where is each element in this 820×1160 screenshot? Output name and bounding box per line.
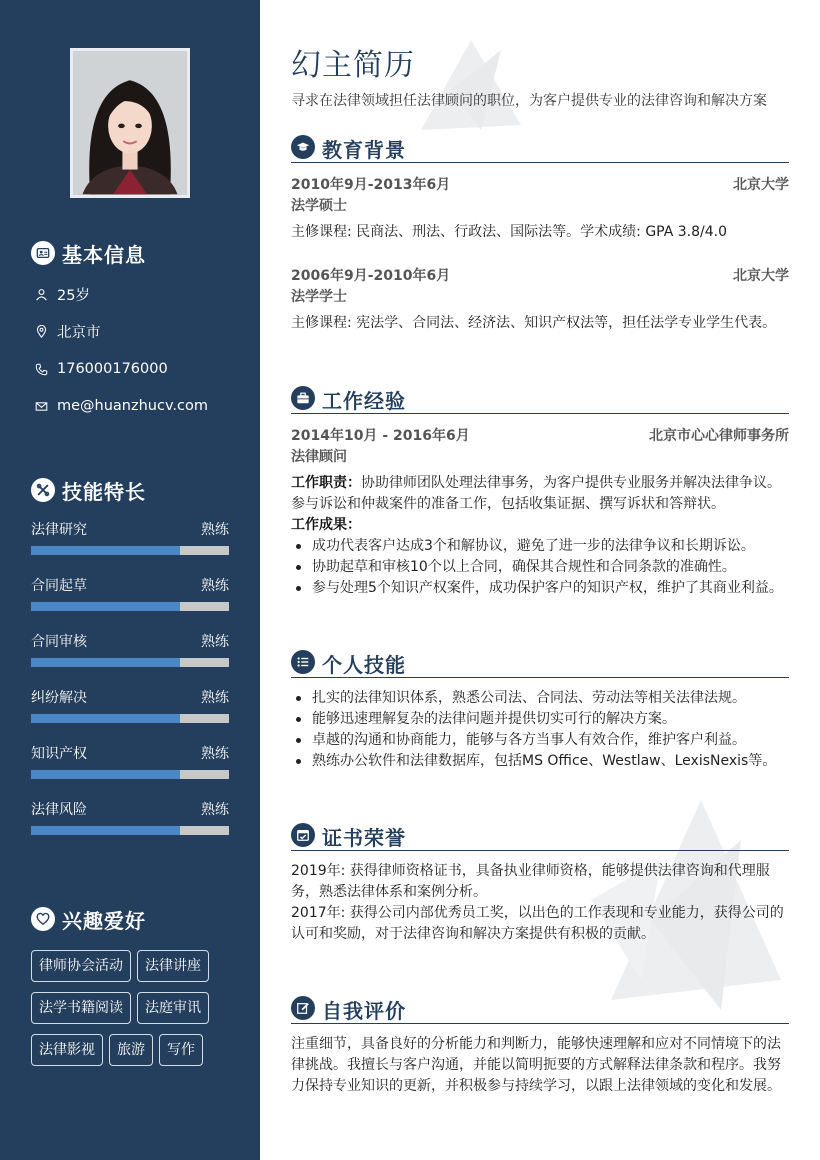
skill-progress-bar	[31, 714, 229, 723]
education-period: 2006年9月-2010年6月	[291, 268, 451, 284]
mail-icon	[35, 400, 48, 413]
education-school: 北京大学	[733, 177, 789, 193]
education-description: 主修课程: 宪法学、合同法、经济法、知识产权法等，担任法学专业学生代表。	[291, 315, 777, 331]
hobby-tag: 法庭审讯	[137, 992, 209, 1024]
phone-value: 176000176000	[57, 361, 168, 377]
skill-level: 熟练	[201, 522, 229, 538]
edit-icon	[291, 996, 315, 1020]
email-value: me@huanzhucv.com	[57, 398, 208, 414]
certificates-content	[291, 861, 789, 945]
list-item: 协助起草和审核10个以上合同，确保其合规性和合同条款的准确性。	[291, 557, 789, 578]
age-value: 25岁	[57, 287, 90, 304]
skill-progress-fill	[31, 826, 180, 835]
list-item: 扎实的法律知识体系，熟悉公司法、合同法、劳动法等相关法律法规。	[291, 688, 789, 709]
hobby-tag: 法学书籍阅读	[31, 992, 131, 1024]
heart-icon	[31, 907, 55, 931]
personal-skills-title: 个人技能	[322, 653, 406, 677]
skill-name: 纠纷解决	[31, 690, 87, 706]
education-degree: 法学硕士	[291, 198, 347, 214]
education-degree: 法学学士	[291, 289, 347, 305]
skill-progress-fill	[31, 546, 180, 555]
skill-name: 合同审核	[31, 634, 87, 650]
graduation-cap-icon	[291, 135, 315, 159]
education-item-header	[291, 265, 789, 285]
skill-item	[31, 631, 229, 665]
list-icon	[291, 650, 315, 674]
list-item: 卓越的沟通和协商能力，能够与各方当事人有效合作，维护客户利益。	[291, 730, 789, 751]
self-eval-title: 自我评价	[322, 999, 406, 1023]
user-icon	[35, 288, 48, 301]
skill-item	[31, 743, 229, 777]
skill-name: 法律风险	[31, 802, 87, 818]
hobbies-title: 兴趣爱好	[62, 908, 146, 933]
certificate-item: 2017年: 获得公司内部优秀员工奖，以出色的工作表现和专业能力，获得公司的认可和奖励，对于法律咨询和解决方案提供有积极的贡献。	[291, 905, 784, 942]
resume-title: 幻主简历	[291, 48, 415, 83]
skill-level: 熟练	[201, 746, 229, 762]
list-item: 熟练办公软件和法律数据库，包括MS Office、Westlaw、LexisNexis等。	[291, 751, 789, 772]
skill-item	[31, 575, 229, 609]
personal-skills-list	[291, 688, 789, 772]
skill-progress-bar	[31, 658, 229, 667]
self-eval-heading	[291, 996, 789, 1024]
personal-skills-heading	[291, 650, 789, 678]
hobby-tag: 写作	[159, 1034, 203, 1066]
skill-item	[31, 799, 229, 833]
hobby-tag: 旅游	[109, 1034, 153, 1066]
portrait-image	[73, 51, 187, 195]
id-card-icon	[31, 241, 55, 265]
self-eval-text: 注重细节，具备良好的分析能力和判断力，能够快速理解和应对不同情境下的法律挑战。我擅长与客户沟通，并能以简明扼要的方式解释法律条款和程序。我努力保持专业知识的更新，并积极参与持续学习，以跟上法律领域的变化和发展。	[291, 1036, 781, 1094]
email-row	[35, 396, 208, 416]
skill-progress-bar	[31, 770, 229, 779]
age-row	[35, 284, 90, 304]
profile-photo	[70, 48, 190, 198]
skill-level: 熟练	[201, 578, 229, 594]
calendar-check-icon	[291, 823, 315, 847]
skill-name: 知识产权	[31, 746, 87, 762]
result-label: 工作成果：	[291, 517, 361, 533]
skill-progress-fill	[31, 658, 180, 667]
skills-title: 技能特长	[62, 479, 146, 504]
education-period: 2010年9月-2013年6月	[291, 177, 451, 193]
skill-level: 熟练	[201, 634, 229, 650]
skill-item	[31, 687, 229, 721]
hobby-tag: 法律影视	[31, 1034, 103, 1066]
work-role: 法律顾问	[291, 449, 347, 465]
education-school: 北京大学	[733, 268, 789, 284]
work-title: 工作经验	[322, 389, 406, 413]
hobby-tag: 律师协会活动	[31, 950, 131, 982]
basic-info-heading	[31, 240, 146, 266]
work-results-list	[291, 536, 789, 599]
education-heading	[291, 135, 789, 163]
certificates-title: 证书荣誉	[322, 826, 406, 850]
work-heading	[291, 386, 789, 414]
skill-progress-bar	[31, 546, 229, 555]
list-item: 成功代表客户达成3个和解协议，避免了进一步的法律争议和长期诉讼。	[291, 536, 789, 557]
city-value: 北京市	[57, 324, 101, 341]
main-content	[291, 0, 789, 1160]
duty-label: 工作职责：	[291, 475, 361, 491]
education-description: 主修课程: 民商法、刑法、行政法、国际法等。学术成绩: GPA 3.8/4.0	[291, 224, 728, 240]
education-item-header	[291, 174, 789, 194]
phone-row	[35, 359, 168, 379]
skill-level: 熟练	[201, 690, 229, 706]
hobbies-heading	[31, 906, 146, 932]
personal-skills-content	[291, 688, 789, 772]
work-item-header	[291, 425, 789, 445]
watermark-shape	[411, 30, 531, 140]
location-icon	[35, 325, 48, 338]
skill-progress-fill	[31, 714, 180, 723]
skill-name: 合同起草	[31, 578, 87, 594]
hobby-tags	[31, 950, 231, 1076]
work-period: 2014年10月 - 2016年6月	[291, 428, 470, 444]
work-duty	[291, 473, 789, 515]
skill-progress-bar	[31, 602, 229, 611]
skill-level: 熟练	[201, 802, 229, 818]
skill-name: 法律研究	[31, 522, 87, 538]
skill-progress-bar	[31, 826, 229, 835]
sidebar	[0, 0, 260, 1160]
city-row	[35, 321, 101, 341]
certificate-item: 2019年: 获得律师资格证书，具备执业律师资格，能够提供法律咨询和代理服务，熟悉法律体系和案例分析。	[291, 863, 770, 900]
hobby-tag: 法律讲座	[137, 950, 209, 982]
certificates-heading	[291, 823, 789, 851]
skill-progress-fill	[31, 602, 180, 611]
tools-icon	[31, 478, 55, 502]
briefcase-icon	[291, 386, 315, 410]
list-item: 能够迅速理解复杂的法律问题并提供切实可行的解决方案。	[291, 709, 789, 730]
phone-icon	[35, 363, 48, 376]
skill-progress-fill	[31, 770, 180, 779]
duty-text: 协助律师团队处理法律事务，为客户提供专业服务并解决法律争议。参与诉讼和仲裁案件的准备工作，包括收集证据、撰写诉状和答辩状。	[291, 475, 781, 512]
skills-heading	[31, 477, 146, 503]
work-details	[291, 473, 789, 599]
list-item: 参与处理5个知识产权案件，成功保护客户的知识产权，维护了其商业利益。	[291, 578, 789, 599]
career-objective: 寻求在法律领域担任法律顾问的职位，为客户提供专业的法律咨询和解决方案	[291, 93, 767, 109]
basic-info-title: 基本信息	[62, 242, 146, 267]
skill-item	[31, 519, 229, 553]
work-company: 北京市心心律师事务所	[649, 428, 789, 444]
education-title: 教育背景	[322, 138, 406, 162]
